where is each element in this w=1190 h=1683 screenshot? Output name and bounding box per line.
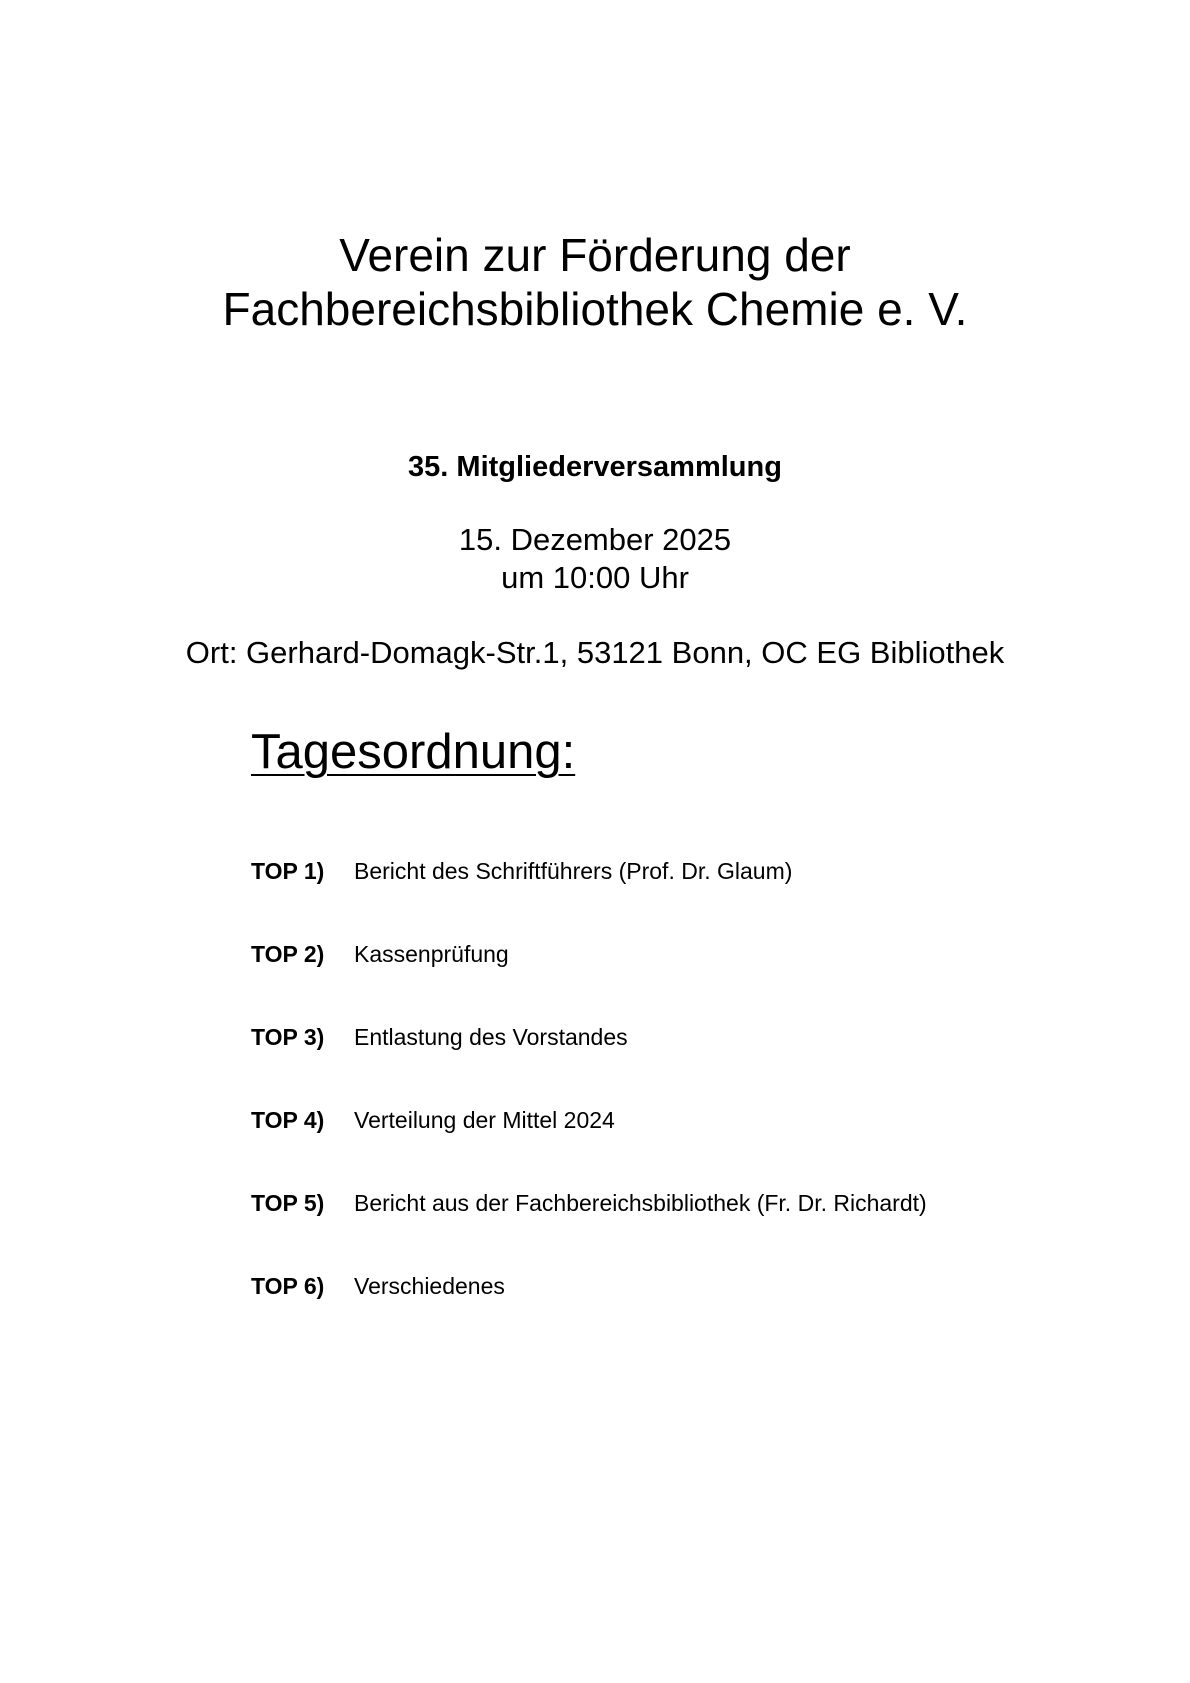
meeting-date: 15. Dezember 2025: [458, 522, 732, 557]
agenda-list: [251, 856, 1151, 1354]
agenda-item-number: TOP 5): [251, 1190, 325, 1216]
meeting-datetime: [0, 521, 1190, 597]
title-line-2: Fachbereichsbibliothek Chemie e. V.: [222, 283, 968, 335]
agenda-item-text: Verteilung der Mittel 2024: [354, 1107, 615, 1133]
agenda-item-number: TOP 4): [251, 1107, 325, 1133]
agenda-heading: Tagesordnung:: [251, 725, 576, 779]
agenda-item-text: Bericht aus der Fachbereichsbibliothek (Fr. Dr. Richardt): [354, 1190, 927, 1216]
agenda-item-text: Entlastung des Vorstandes: [354, 1024, 628, 1050]
agenda-item-6: [251, 1271, 1151, 1354]
meeting-name: 35. Mitgliederversammlung: [408, 451, 782, 483]
association-title: [0, 228, 1190, 336]
agenda-item-number: TOP 2): [251, 941, 325, 967]
meeting-location: Ort: Gerhard-Domagk-Str.1, 53121 Bonn, OC EG Bibliothek: [185, 635, 1005, 670]
agenda-item-number: TOP 6): [251, 1273, 325, 1299]
agenda-item-number: TOP 1): [251, 858, 325, 884]
agenda-item-number: TOP 3): [251, 1024, 325, 1050]
agenda-item-3: [251, 1022, 1151, 1105]
agenda-item-2: [251, 939, 1151, 1022]
meeting-time: um 10:00 Uhr: [501, 560, 689, 595]
agenda-item-text: Verschiedenes: [354, 1273, 505, 1299]
agenda-item-4: [251, 1105, 1151, 1188]
title-line-1: Verein zur Förderung der: [339, 229, 851, 281]
agenda-item-text: Bericht des Schriftführers (Prof. Dr. Glaum): [354, 858, 793, 884]
agenda-item-text: Kassenprüfung: [354, 941, 509, 967]
agenda-item-1: [251, 856, 1151, 939]
agenda-item-5: [251, 1188, 1151, 1271]
